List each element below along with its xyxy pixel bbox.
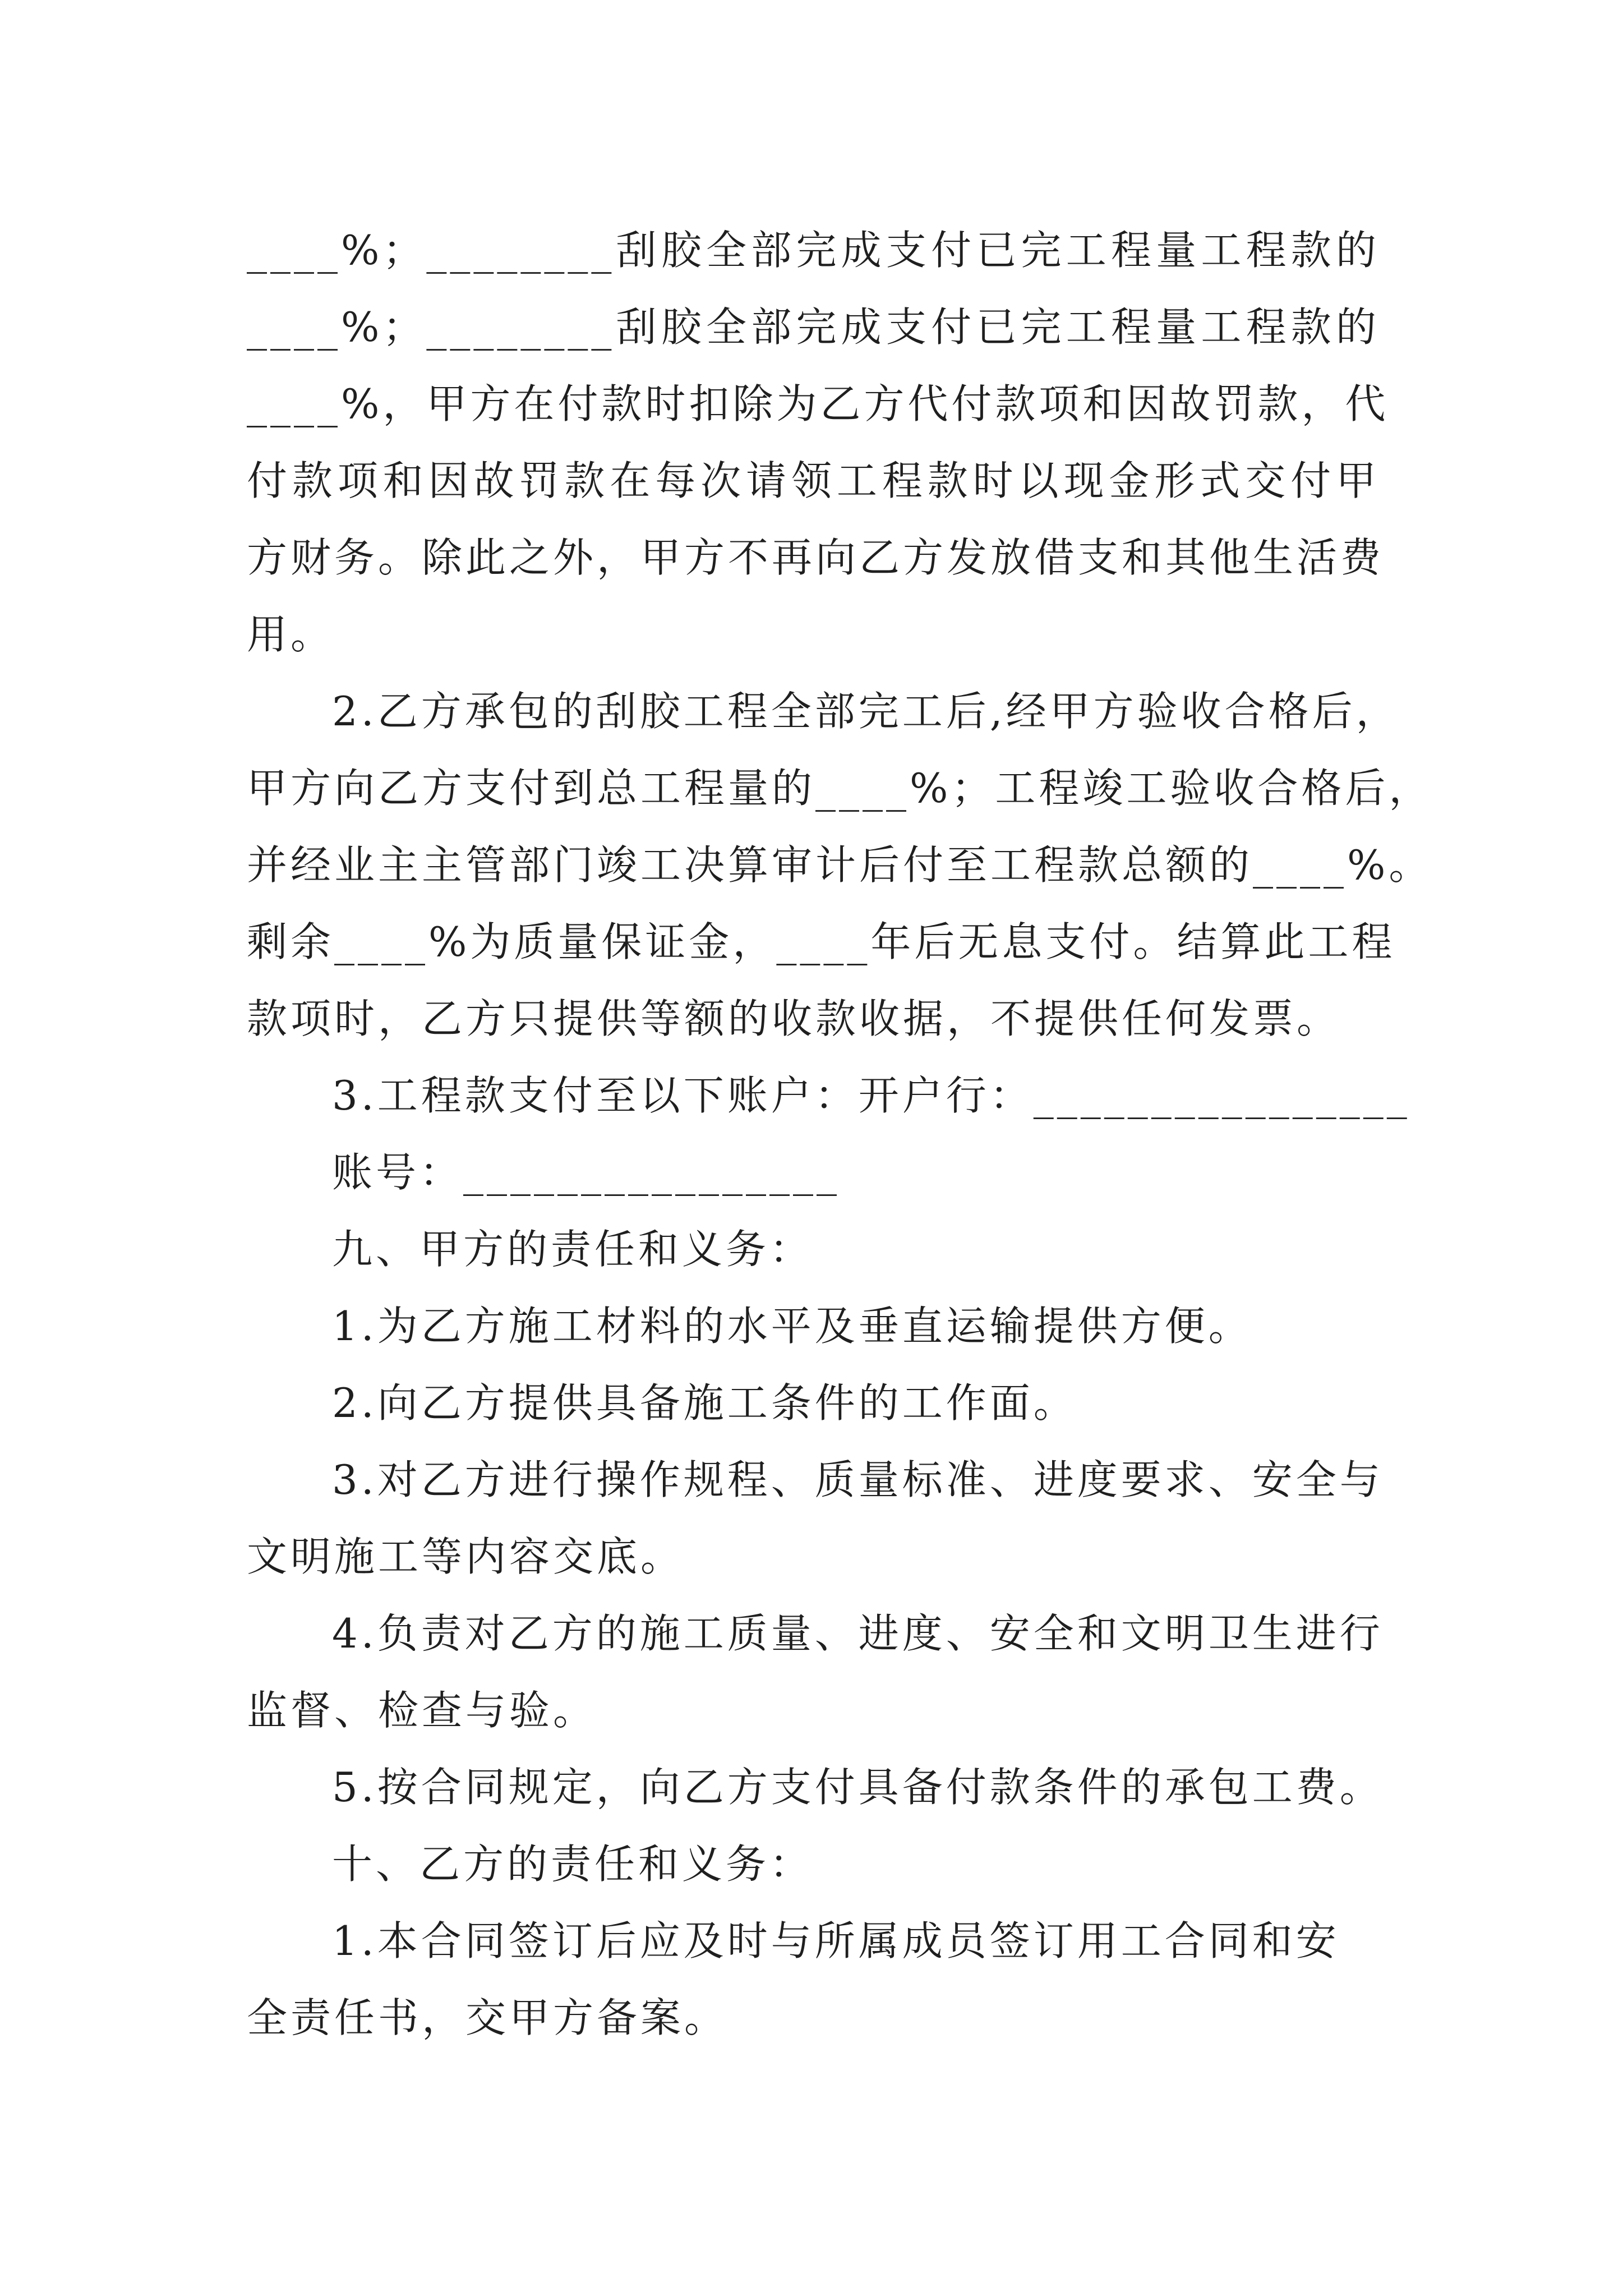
text-line: ____%；________刮胶全部完成支付已完工程量工程款的 <box>247 227 1380 274</box>
text-line: 4.负责对乙方的施工质量、进度、安全和文明卫生进行 <box>332 1610 1384 1657</box>
text-line: 5.按合同规定，向乙方支付具备付款条件的承包工费。 <box>332 1764 1384 1811</box>
text-line: 方财务。除此之外，甲方不再向乙方发放借支和其他生活费 <box>247 534 1385 581</box>
text-line: 监督、检查与验。 <box>247 1687 597 1734</box>
section-heading: 十、乙方的责任和义务： <box>332 1841 814 1888</box>
text-line: 全责任书，交甲方备案。 <box>247 1994 728 2041</box>
text-line: 3.工程款支付至以下账户：开户行：________________ <box>332 1072 1410 1119</box>
text-line: 甲方向乙方支付到总工程量的____%；工程竣工验收合格后， <box>247 765 1433 812</box>
text-line: ____%；________刮胶全部完成支付已完工程量工程款的 <box>247 303 1380 351</box>
text-line: 2.乙方承包的刮胶工程全部完工后,经甲方验收合格后， <box>332 688 1400 735</box>
text-line: 3.对乙方进行操作规程、质量标准、进度要求、安全与 <box>332 1456 1384 1503</box>
text-line: 剩余____%为质量保证金，____年后无息支付。结算此工程 <box>247 918 1396 965</box>
section-heading: 九、甲方的责任和义务： <box>332 1226 814 1273</box>
text-line: 2.向乙方提供具备施工条件的工作面。 <box>332 1379 1077 1427</box>
text-line: ____%，甲方在付款时扣除为乙方代付款项和因故罚款，代 <box>247 380 1389 427</box>
text-line: 用。 <box>247 611 335 658</box>
text-line: 付款项和因故罚款在每次请领工程款时以现金形式交付甲 <box>247 457 1380 504</box>
text-line: 款项时，乙方只提供等额的收款收据，不提供任何发票。 <box>247 995 1341 1042</box>
text-line: 并经业主主管部门竣工决算审计后付至工程款总额的____%。 <box>247 841 1433 889</box>
text-line: 1.为乙方施工材料的水平及垂直运输提供方便。 <box>332 1303 1252 1350</box>
text-line: 文明施工等内容交底。 <box>247 1533 685 1580</box>
text-line: 1.本合同签订后应及时与所属成员签订用工合同和安 <box>332 1917 1340 1964</box>
text-line: 账号：________________ <box>332 1149 841 1196</box>
document-body <box>247 212 1433 2056</box>
